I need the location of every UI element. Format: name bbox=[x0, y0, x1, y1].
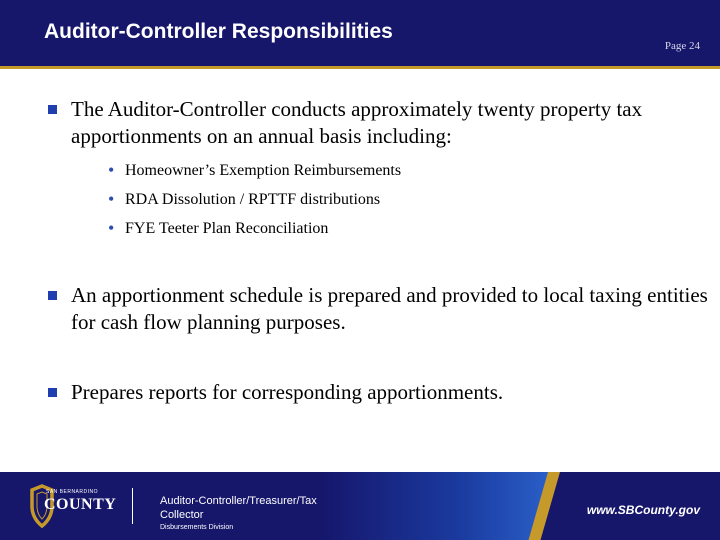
bullet-reports bbox=[48, 379, 711, 406]
square-bullet-icon bbox=[48, 291, 57, 300]
bullet-apportionments bbox=[48, 96, 688, 243]
logo-small-text: SAN BERNARDINO bbox=[46, 489, 99, 495]
bullet-text: An apportionment schedule is prepared and provided to local taxing entities for cash flow planning purposes. bbox=[71, 283, 708, 334]
slide-header bbox=[0, 0, 720, 66]
division-name: Disbursements Division bbox=[160, 524, 234, 531]
sub-bullet-item bbox=[108, 214, 688, 243]
bullet-apportionment-schedule bbox=[48, 282, 711, 336]
page-number: Page 24 bbox=[664, 40, 700, 52]
bullet-text: The Auditor-Controller conducts approximately twenty property tax apportionments on an annual basis including: bbox=[71, 97, 643, 148]
website-link[interactable]: www.SBCounty.gov bbox=[586, 503, 700, 517]
sub-bullet-text: RDA Dissolution / RPTTF distributions bbox=[125, 191, 381, 208]
sub-bullet-item bbox=[108, 156, 688, 185]
slide-title: Auditor-Controller Responsibilities bbox=[44, 20, 393, 43]
slide-footer bbox=[0, 472, 720, 540]
footer-divider bbox=[132, 488, 133, 524]
slide-content bbox=[48, 96, 708, 404]
sub-bullet-item bbox=[108, 185, 688, 214]
dot-bullet-icon: • bbox=[108, 218, 115, 238]
dot-bullet-icon: • bbox=[108, 160, 115, 180]
square-bullet-icon bbox=[48, 388, 57, 397]
sub-bullet-text: Homeowner’s Exemption Reimbursements bbox=[125, 162, 402, 179]
dot-bullet-icon: • bbox=[108, 189, 115, 209]
bullet-text: Prepares reports for corresponding apportionments. bbox=[71, 380, 504, 404]
square-bullet-icon bbox=[48, 105, 57, 114]
logo-county-text: COUNTY bbox=[44, 496, 117, 513]
department-name: Auditor-Controller/Treasurer/Tax Collector bbox=[160, 495, 317, 521]
header-gold-rule bbox=[0, 66, 720, 69]
footer-gradient-band bbox=[320, 472, 550, 540]
sub-bullet-list bbox=[71, 156, 688, 243]
sub-bullet-text: FYE Teeter Plan Reconciliation bbox=[125, 220, 329, 237]
